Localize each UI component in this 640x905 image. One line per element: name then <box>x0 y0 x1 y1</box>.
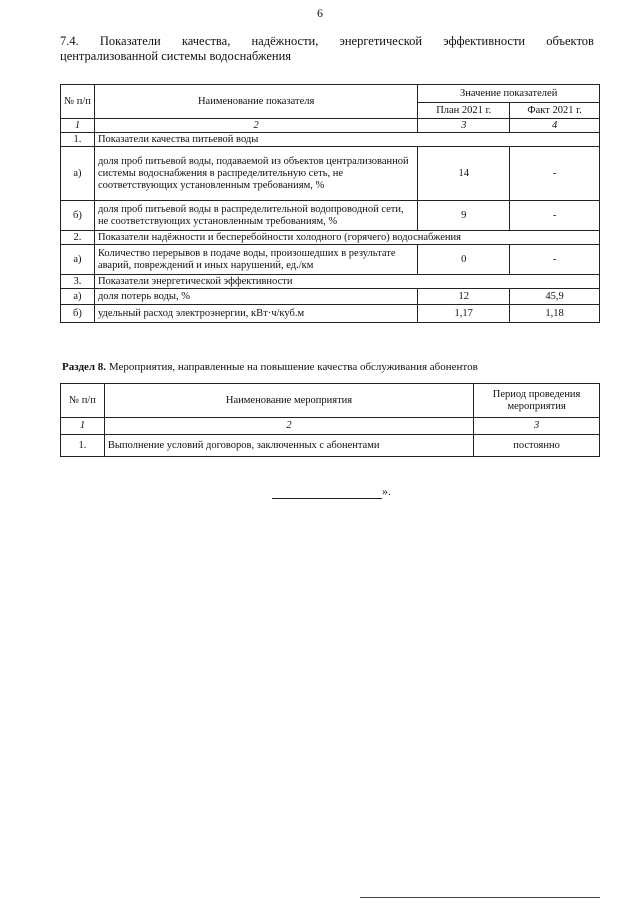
row-num: а) <box>61 147 95 201</box>
closing-line <box>272 484 391 499</box>
index-cell: 2 <box>94 119 417 133</box>
heading-word: надёжности, <box>251 34 319 48</box>
header-plan: План 2021 г. <box>418 103 510 119</box>
fact-value: - <box>510 147 600 201</box>
indicators-table <box>60 84 600 323</box>
heading-word: эффективности <box>443 34 526 48</box>
plan-value: 14 <box>418 147 510 201</box>
group-title: Показатели качества питьевой воды <box>94 133 599 147</box>
indicator-row <box>61 305 600 323</box>
group-row <box>61 133 600 147</box>
header-measure-name: Наименование мероприятия <box>104 384 473 418</box>
measures-table <box>60 383 600 457</box>
group-title: Показатели энергетической эффективности <box>94 275 599 289</box>
heading-word: объектов <box>546 34 594 48</box>
row-num: а) <box>61 289 95 305</box>
fact-value: 45,9 <box>510 289 600 305</box>
header-values: Значение показателей <box>418 85 600 103</box>
header-indicator-name: Наименование показателя <box>94 85 417 119</box>
section-7-4-heading <box>60 34 594 64</box>
header-period: Период проведения мероприятия <box>474 384 600 418</box>
indicator-name: удельный расход электроэнергии, кВт·ч/куб.м <box>94 305 417 323</box>
index-cell: 3 <box>474 418 600 435</box>
section-8-title: Мероприятия, направленные на повышение качества обслуживания абонентов <box>108 361 478 373</box>
indicator-row <box>61 147 600 201</box>
indicator-name: доля потерь воды, % <box>94 289 417 305</box>
header-num: № п/п <box>61 384 105 418</box>
index-cell: 2 <box>104 418 473 435</box>
index-cell: 1 <box>61 119 95 133</box>
indicator-row <box>61 289 600 305</box>
group-row <box>61 231 600 245</box>
header-num: № п/п <box>61 85 95 119</box>
index-cell: 4 <box>510 119 600 133</box>
row-num: 1. <box>61 435 105 457</box>
row-num: 2. <box>61 231 95 245</box>
row-num: б) <box>61 201 95 231</box>
section-8-heading <box>62 361 478 373</box>
group-row <box>61 275 600 289</box>
row-num: а) <box>61 245 95 275</box>
row-num: 3. <box>61 275 95 289</box>
heading-word: энергетической <box>339 34 423 48</box>
heading-line-2: централизованной системы водоснабжения <box>60 49 292 63</box>
plan-value: 1,17 <box>418 305 510 323</box>
row-num: б) <box>61 305 95 323</box>
heading-word: качества, <box>181 34 231 48</box>
section-8-label: Раздел 8. <box>62 361 107 373</box>
index-cell: 3 <box>418 119 510 133</box>
fact-value: - <box>510 245 600 275</box>
fact-value: 1,18 <box>510 305 600 323</box>
group-title: Показатели надёжности и бесперебойности холодного (горячего) водоснабжения <box>94 231 599 245</box>
heading-word: Показатели <box>99 34 161 48</box>
footer-rule <box>360 897 600 898</box>
fact-value: - <box>510 201 600 231</box>
row-measure: Выполнение условий договоров, заключенных с абонентами <box>104 435 473 457</box>
indicator-name: доля проб питьевой воды в распределительной водопроводной сети, не соответствующих установленным требованиям, % <box>94 201 417 231</box>
page-number: 6 <box>317 6 323 20</box>
row-num: 1. <box>61 133 95 147</box>
indicator-row <box>61 201 600 231</box>
header-fact: Факт 2021 г. <box>510 103 600 119</box>
plan-value: 12 <box>418 289 510 305</box>
row-period: постоянно <box>474 435 600 457</box>
closing-quote: ». <box>382 484 391 498</box>
indicator-name: Количество перерывов в подаче воды, произошедших в результате аварий, повреждений и иных нарушений, ед./км <box>94 245 417 275</box>
index-cell: 1 <box>61 418 105 435</box>
signature-underline <box>272 498 382 499</box>
indicator-name: доля проб питьевой воды, подаваемой из объектов централизованной системы водоснабжения в распределительную сеть, не соответствующих установленным требованиям, % <box>94 147 417 201</box>
plan-value: 9 <box>418 201 510 231</box>
indicator-row <box>61 245 600 275</box>
plan-value: 0 <box>418 245 510 275</box>
heading-word: 7.4. <box>60 34 79 48</box>
